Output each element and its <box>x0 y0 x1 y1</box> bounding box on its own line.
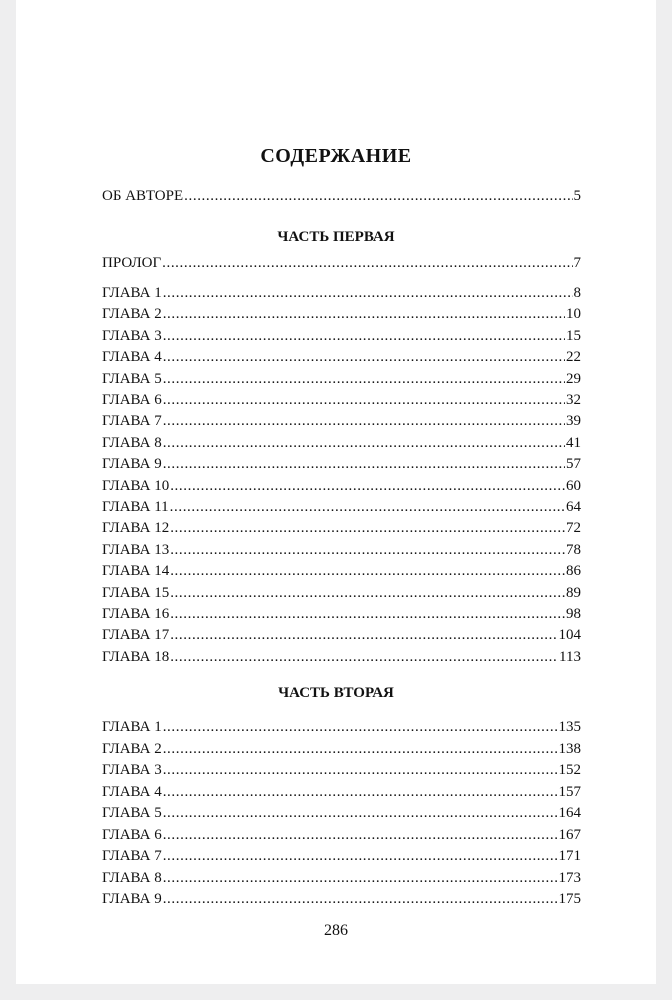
entry-page: 89 <box>566 584 581 601</box>
toc-entry-prologue[interactable] <box>102 253 581 273</box>
toc-entry-chapter[interactable] <box>102 604 581 624</box>
entry-page: 60 <box>566 477 581 494</box>
entry-label: ГЛАВА 18 <box>102 648 170 665</box>
dot-leader <box>163 369 565 389</box>
dot-leader <box>163 739 558 759</box>
entry-page: 135 <box>558 719 581 735</box>
dot-leader <box>184 186 572 206</box>
toc-entry-chapter[interactable] <box>102 476 581 496</box>
dot-leader <box>163 825 558 845</box>
toc-entry-chapter[interactable] <box>102 304 581 324</box>
dot-leader <box>163 326 565 346</box>
entry-label: ГЛАВА 6 <box>102 826 162 843</box>
dot-leader <box>170 604 565 624</box>
toc-entry-chapter[interactable] <box>102 540 581 560</box>
entry-label: ГЛАВА 4 <box>102 783 162 800</box>
dot-leader <box>163 454 565 474</box>
dot-leader <box>163 411 565 431</box>
entry-page: 138 <box>558 740 581 757</box>
dot-leader <box>163 433 565 453</box>
entry-page: 39 <box>566 413 581 430</box>
dot-leader <box>162 253 572 273</box>
dot-leader <box>170 540 565 560</box>
dot-leader <box>163 782 558 802</box>
dot-leader <box>170 561 565 581</box>
entry-page: 41 <box>566 434 581 451</box>
toc-entry-chapter[interactable] <box>102 411 581 431</box>
entry-label: ГЛАВА 4 <box>102 349 162 366</box>
entry-label: ГЛАВА 2 <box>102 306 162 323</box>
toc-entry-chapter[interactable] <box>102 825 581 845</box>
entry-label: ПРОЛОГ <box>102 255 162 271</box>
toc-entry-chapter[interactable] <box>102 739 581 759</box>
toc-entry-chapter[interactable] <box>102 390 581 410</box>
entry-page: 175 <box>558 891 581 907</box>
toc-entry-chapter[interactable] <box>102 717 581 737</box>
entry-label: ГЛАВА 13 <box>102 541 170 558</box>
entry-label: ГЛАВА 16 <box>102 606 170 622</box>
entry-label: ОБ АВТОРЕ <box>102 188 184 204</box>
toc-entry-chapter[interactable] <box>102 782 581 802</box>
toc-entry-chapter[interactable] <box>102 454 581 474</box>
dot-leader <box>170 518 565 538</box>
entry-page: 98 <box>566 606 581 622</box>
entry-page: 72 <box>566 520 581 537</box>
entry-page: 15 <box>566 327 581 344</box>
entry-label: ГЛАВА 7 <box>102 848 162 864</box>
entry-label: ГЛАВА 3 <box>102 327 162 344</box>
toc-entry-chapter[interactable] <box>102 326 581 346</box>
entry-label: ГЛАВА 14 <box>102 563 170 580</box>
toc-entry-chapter[interactable] <box>102 846 581 866</box>
toc-entry-chapter[interactable] <box>102 760 581 780</box>
toc-entry-chapter[interactable] <box>102 561 581 581</box>
entry-label: ГЛАВА 1 <box>102 285 162 301</box>
page-number: 286 <box>324 922 348 939</box>
dot-leader <box>163 868 558 888</box>
entry-page: 22 <box>566 349 581 366</box>
entry-page: 10 <box>566 306 581 323</box>
entry-label: ГЛАВА 11 <box>102 499 169 515</box>
toc-entry-chapter[interactable] <box>102 868 581 888</box>
dot-leader <box>163 717 558 737</box>
entry-label: ГЛАВА 12 <box>102 520 170 537</box>
entry-label: ГЛАВА 10 <box>102 477 170 494</box>
part-one-heading: ЧАСТЬ ПЕРВАЯ <box>277 229 395 245</box>
dot-leader <box>170 625 557 645</box>
dot-leader <box>170 583 565 603</box>
entry-label: ГЛАВА 15 <box>102 584 170 601</box>
dot-leader <box>163 803 558 823</box>
entry-label: ГЛАВА 8 <box>102 434 162 451</box>
entry-page: 173 <box>558 869 581 886</box>
dot-leader <box>170 647 558 667</box>
entry-page: 32 <box>566 392 581 408</box>
entry-page: 157 <box>558 783 581 800</box>
entry-page: 86 <box>566 563 581 580</box>
entry-label: ГЛАВА 8 <box>102 869 162 886</box>
toc-title: СОДЕРЖАНИЕ <box>260 145 412 167</box>
entry-label: ГЛАВА 2 <box>102 740 162 757</box>
dot-leader <box>163 889 558 909</box>
dot-leader <box>163 390 565 410</box>
dot-leader <box>163 283 573 303</box>
toc-entry-chapter[interactable] <box>102 803 581 823</box>
toc-entry-chapter[interactable] <box>102 518 581 538</box>
toc-entry-chapter[interactable] <box>102 889 581 909</box>
dot-leader <box>163 347 565 367</box>
dot-leader <box>170 476 565 496</box>
entry-label: ГЛАВА 17 <box>102 627 170 644</box>
toc-entry-about[interactable] <box>102 186 581 206</box>
toc-entry-chapter[interactable] <box>102 347 581 367</box>
entry-page: 167 <box>558 826 581 843</box>
toc-entry-chapter[interactable] <box>102 583 581 603</box>
entry-page: 29 <box>566 370 581 387</box>
toc-entry-chapter[interactable] <box>102 283 581 303</box>
entry-label: ГЛАВА 6 <box>102 392 162 408</box>
entry-label: ГЛАВА 5 <box>102 370 162 387</box>
dot-leader <box>163 304 565 324</box>
dot-leader <box>170 497 565 517</box>
entry-page: 78 <box>566 541 581 558</box>
entry-page: 64 <box>566 499 581 515</box>
entry-page: 5 <box>573 188 581 204</box>
entry-page: 57 <box>566 456 581 473</box>
dot-leader <box>163 846 558 866</box>
entry-page: 152 <box>558 762 581 778</box>
toc-entry-chapter[interactable] <box>102 433 581 453</box>
entry-page: 113 <box>559 648 581 665</box>
entry-page: 8 <box>573 285 581 301</box>
entry-label: ГЛАВА 5 <box>102 805 162 821</box>
dot-leader <box>163 760 558 780</box>
entry-label: ГЛАВА 9 <box>102 456 162 473</box>
entry-page: 164 <box>558 805 581 821</box>
toc-entry-chapter[interactable] <box>102 647 581 667</box>
entry-label: ГЛАВА 9 <box>102 891 162 907</box>
entry-page: 171 <box>558 848 581 864</box>
entry-label: ГЛАВА 1 <box>102 719 162 735</box>
toc-entry-chapter[interactable] <box>102 625 581 645</box>
entry-page: 7 <box>573 255 581 271</box>
toc-entry-chapter[interactable] <box>102 497 581 517</box>
book-page <box>16 0 656 984</box>
part-two-heading: ЧАСТЬ ВТОРАЯ <box>278 685 394 701</box>
entry-label: ГЛАВА 3 <box>102 762 162 778</box>
toc-entry-chapter[interactable] <box>102 369 581 389</box>
entry-label: ГЛАВА 7 <box>102 413 162 430</box>
entry-page: 104 <box>558 627 581 644</box>
